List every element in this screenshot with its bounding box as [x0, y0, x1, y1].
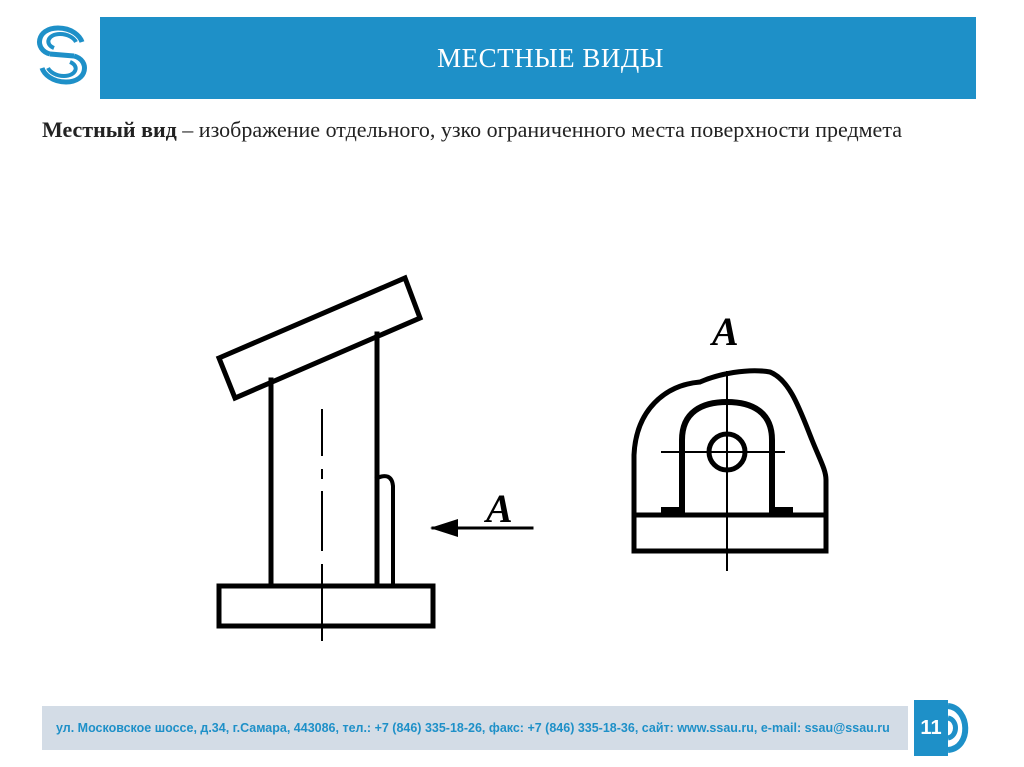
- definition-text: – изображение отдельного, узко ограниченного места поверхности предмета: [176, 117, 902, 142]
- arrow-label: А: [486, 486, 513, 531]
- footer-contact: ул. Московское шоссе, д.34, г.Самара, 443086, тел.: +7 (846) 335-18-26, факс: +7 (846) 335-18-36, сайт: www.ssau.ru, e-mail: ssau@ssau.ru: [56, 721, 890, 735]
- footer-logo-arc-icon: [946, 700, 976, 756]
- definition-term: Местный вид: [42, 117, 177, 142]
- view-arrow: [430, 519, 532, 537]
- part-front-view: [219, 278, 433, 640]
- local-view-label: А: [712, 309, 739, 354]
- footer-bar: [42, 706, 908, 750]
- page-number: 11: [914, 700, 948, 756]
- page-title: МЕСТНЫЕ ВИДЫ: [437, 42, 664, 73]
- local-view-a: [634, 371, 826, 570]
